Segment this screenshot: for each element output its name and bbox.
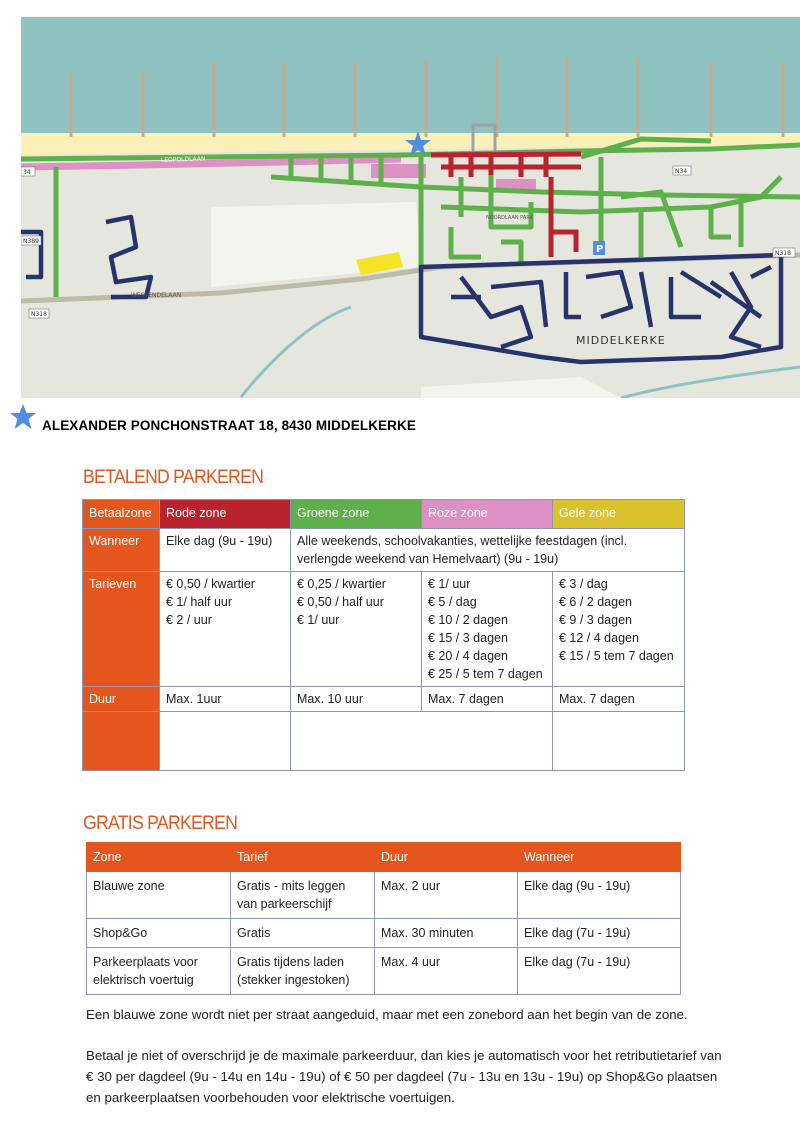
rates-pink [422,572,553,687]
rate-line: € 1/ uur [297,613,340,627]
when-others: Alle weekends, schoolvakanties, wettelijke feestdagen (incl. verlengde weekend van Hemelvaart) (9u - 19u) [291,529,685,572]
rate-line: € 12 / 4 dagen [559,631,639,645]
map-label-westendelaan: WESTENDELAAN [131,292,182,299]
cell-zone: Blauwe zone [87,872,231,919]
rate-line: € 0,50 / half uur [297,595,384,609]
rate-line: € 0,25 / kwartier [297,577,386,591]
map-label-n34-east: N34 [675,168,688,175]
table-row [87,872,681,919]
rates-green [291,572,422,687]
cell-zone: Parkeerplaats voor elektrisch voertuig [87,948,231,995]
map-label-n318-east: N318 [775,250,791,257]
sea-area [21,17,800,135]
paid-parking-title: BETALEND PARKEREN [83,467,264,488]
table-row-rates [83,572,685,687]
table-row [87,919,681,948]
star-icon [8,404,38,430]
duration-green: Max. 10 uur [291,687,422,712]
row-label-empty [83,712,160,771]
paid-parking-table [82,499,685,771]
table-row-empty [83,712,685,771]
free-parking-title: GRATIS PARKEREN [83,813,238,834]
rate-line: € 6 / 2 dagen [559,595,632,609]
rate-line: € 2 / uur [166,613,212,627]
when-red: Elke dag (9u - 19u) [160,529,291,572]
empty-cell [291,712,553,771]
map-legend [8,400,416,433]
rates-red [160,572,291,687]
rate-line: € 20 / 4 dagen [428,649,508,663]
cell-zone: Shop&Go [87,919,231,948]
blue-zone-note: Een blauwe zone wordt niet per straat aangeduid, maar met een zonebord aan het begin van de zone. [86,1007,688,1022]
duration-pink: Max. 7 dagen [422,687,553,712]
header-pink-zone: Roze zone [422,500,553,529]
parking-zone-map [21,17,800,398]
map-label-n389: N389 [23,238,39,245]
rate-line: € 1/ half uur [166,595,233,609]
map-place-label: MIDDELKERKE [576,334,666,347]
cell-when: Elke dag (9u - 19u) [518,872,681,919]
rate-line: € 10 / 2 dagen [428,613,508,627]
rate-line: € 0,50 / kwartier [166,577,255,591]
cell-rate: Gratis [231,919,375,948]
column-header: Zone [87,843,231,872]
header-payzone: Betaalzone [83,500,160,529]
cell-duration: Max. 4 uur [375,948,518,995]
duration-yellow: Max. 7 dagen [553,687,685,712]
rate-line: € 9 / 3 dagen [559,613,632,627]
rate-line: € 15 / 5 tem 7 dagen [559,649,674,663]
header-yellow-zone: Gele zone [553,500,685,529]
rate-line: € 5 / dag [428,595,477,609]
rates-yellow [553,572,685,687]
cell-rate: Gratis - mits leggen van parkeerschijf [231,872,375,919]
parking-icon-letter: P [596,244,604,255]
cell-when: Elke dag (7u - 19u) [518,948,681,995]
map-label-n318-west: N318 [31,311,47,318]
column-header: Tarief [231,843,375,872]
table-row-duration [83,687,685,712]
address-label: ALEXANDER PONCHONSTRAAT 18, 8430 MIDDELKERKE [42,418,416,433]
empty-cell [553,712,685,771]
table-header-row [83,500,685,529]
cell-rate: Gratis tijdens laden (stekker ingestoken) [231,948,375,995]
cell-when: Elke dag (7u - 19u) [518,919,681,948]
rate-line: € 15 / 3 dagen [428,631,508,645]
map-label-noordlaan-park: NOORDLAAN PARK [486,215,534,221]
cell-duration: Max. 2 uur [375,872,518,919]
table-header-row [87,843,681,872]
rate-line: € 1/ uur [428,577,471,591]
cell-duration: Max. 30 minuten [375,919,518,948]
rate-line: € 25 / 5 tem 7 dagen [428,667,543,681]
map-label-n34-west: 34 [23,169,31,176]
row-label-when: Wanneer [83,529,160,572]
row-label-rates: Tarieven [83,572,160,687]
rate-line: € 3 / dag [559,577,608,591]
duration-red: Max. 1uur [160,687,291,712]
column-header: Wanneer [518,843,681,872]
table-row [87,948,681,995]
column-header: Duur [375,843,518,872]
header-red-zone: Rode zone [160,500,291,529]
empty-cell [160,712,291,771]
table-row-when [83,529,685,572]
penalty-note: Betaal je niet of overschrijd je de maximale parkeerduur, dan kies je automatisch voor het retributietarief van € 30 per dagdeel (9u - 14u en 14u - 19u) of € 50 per dagdeel (7u - 13u en 13u - 19u) op Shop&Go plaatsen en parkeerplaatsen voorbehouden voor elektrische voertuigen. [86,1048,722,1105]
map-label-leopoldlaan: LEOPOLDLAAN [160,155,206,164]
free-parking-table [86,842,681,995]
header-green-zone: Groene zone [291,500,422,529]
row-label-duration: Duur [83,687,160,712]
